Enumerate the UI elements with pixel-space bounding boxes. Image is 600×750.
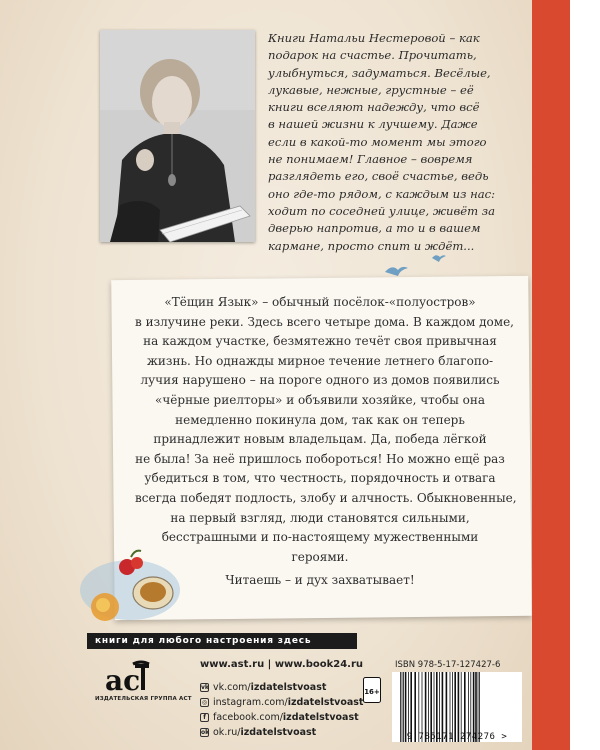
tea-cup-watercolor (75, 545, 195, 630)
description-line: «чёрные риелторы» и объявили хозяйке, чтобы она (155, 392, 485, 407)
author-blurb-line: книги вселяют надежду, что всё (268, 100, 480, 115)
instagram-icon: ◎ (201, 699, 208, 706)
slogan-banner: книги для любого настроения здесь (87, 633, 357, 649)
birds-illustration (380, 250, 450, 280)
ast-logo-icon (105, 660, 151, 694)
description-line: немедленно покинула дом, так как он теперь (175, 412, 465, 427)
author-blurb-line: кармане, просто спит и ждёт... (268, 238, 475, 253)
social-link-facebook[interactable] (200, 710, 363, 725)
svg-text:ac: ac (105, 664, 141, 694)
social-link-ok[interactable] (200, 725, 363, 740)
social-link-vk[interactable] (200, 680, 363, 695)
author-blurb-line: не понимаем! Главное – вовремя (268, 152, 473, 167)
description-line: на каждом участке, безмятежно течёт своя привычная (143, 334, 497, 349)
social-link-handle: izdatelstvoast (250, 682, 327, 693)
age-rating-badge (363, 677, 381, 703)
author-blurb-line: улыбнуться, задуматься. Весёлые, (268, 65, 491, 80)
ok-icon: ok (201, 729, 210, 736)
description-line: лучия нарушено – на пороге одного из домов появились (140, 373, 500, 388)
author-blurb-line: в нашей жизни к лучшему. Даже (268, 117, 478, 132)
social-link-handle: izdatelstvoast (287, 697, 364, 708)
description-line: «Тёщин Язык» – обычный посёлок-«полуостров» (164, 295, 476, 309)
book-description (135, 293, 517, 567)
author-blurb-line: Книги Натальи Нестеровой – как (268, 31, 480, 45)
barcode-digits: 9 785171 274276 > (406, 732, 508, 742)
description-line: в излучине реки. Здесь всего четыре дома. В каждом доме, (135, 314, 514, 329)
author-blurb-line: лукавые, нежные, грустные – её (268, 82, 474, 97)
social-link-instagram[interactable] (200, 695, 363, 710)
tagline: Читаешь – и дух захватывает! (225, 573, 415, 587)
description-line: жизнь. Но однажды мирное течение летнего благопо- (146, 353, 494, 368)
description-line: бесстрашными и по-настоящему мужественными (161, 530, 479, 545)
publisher-logo (95, 660, 190, 702)
author-photo (100, 30, 255, 242)
author-blurb-line: дверью напротив, а то и в вашем (268, 221, 481, 236)
author-blurb-line: подарок на счастье. Прочитать, (268, 48, 477, 63)
isbn: ISBN 978-5-17-127427-6 (395, 660, 501, 670)
description-line: убедиться в том, что честность, порядочность и отвага (144, 471, 496, 486)
author-blurb-line: оно где-то рядом, с каждым из нас: (268, 186, 496, 201)
social-link-handle: izdatelstvoast (240, 727, 317, 738)
description-line: всегда победят подлость, злобу и алчность. Обыкновенные, (135, 490, 517, 505)
social-links (200, 680, 363, 740)
publisher-name: ИЗДАТЕЛЬСКАЯ ГРУППА АСТ (95, 696, 192, 702)
author-blurb-line: если в какой-то момент мы этого (268, 134, 487, 149)
social-link-prefix: instagram.com/ (213, 697, 288, 708)
vk-icon: vk (201, 684, 209, 691)
author-blurb (268, 30, 518, 255)
social-link-prefix: vk.com/ (213, 682, 251, 693)
description-line: принадлежит новым владельцам. Да, победа лёгкой (153, 432, 487, 447)
description-line: героями. (291, 549, 349, 564)
description-line: не была! За неё пришлось побороться! Но можно ещё раз (135, 451, 505, 466)
social-link-prefix: ok.ru/ (213, 727, 241, 738)
author-blurb-line: разглядеть его, своё счастье, ведь (268, 169, 489, 184)
age-rating-text: 16+ (364, 688, 380, 696)
social-link-handle: izdatelstvoast (282, 712, 359, 723)
description-line: на первый взгляд, люди становятся сильными, (170, 510, 470, 525)
author-blurb-line: ходит по соседней улице, живёт за (268, 203, 496, 218)
author-portrait-image (100, 30, 255, 242)
publisher-websites[interactable]: www.ast.ru | www.book24.ru (200, 659, 364, 670)
social-link-prefix: facebook.com/ (213, 712, 283, 723)
page-margin (570, 0, 600, 750)
spine-edge (532, 0, 570, 750)
facebook-icon: f (200, 713, 209, 722)
